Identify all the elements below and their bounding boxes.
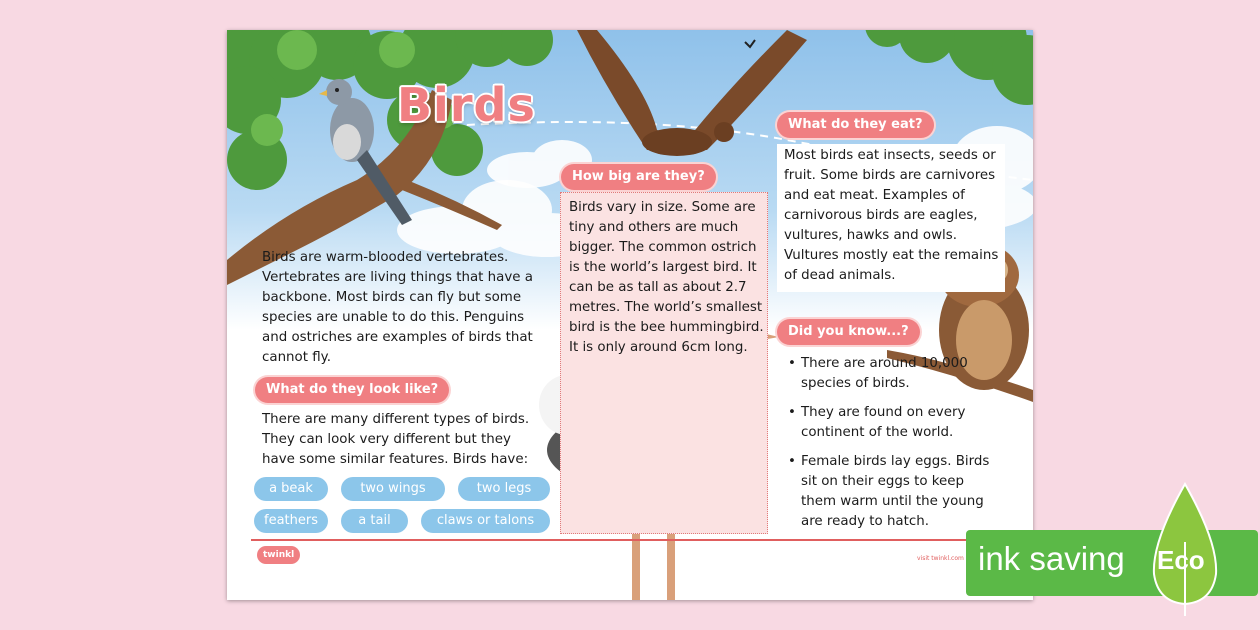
looks-text: There are many different types of birds. They can look very different but they have some similar features. Birds have:	[262, 412, 530, 467]
fact-text: They are found on every continent of the world.	[801, 405, 966, 440]
list-item	[786, 403, 996, 443]
bullet-icon: •	[788, 454, 796, 469]
list-item	[786, 452, 996, 532]
visit-link[interactable]: visit twinkl.com	[917, 555, 964, 562]
fact-text: There are around 10,000 species of birds.	[801, 356, 968, 391]
feature-chip: two wings	[341, 477, 445, 501]
page-title: Birds	[397, 78, 536, 132]
twinkl-logo: twinkl	[257, 546, 300, 564]
intro-text: Birds are warm-blooded vertebrates. Vertebrates are living things that have a backbone. Most birds can fly but some species are unable to do this. Penguins and ostriches are examples of birds that cannot fly.	[262, 250, 533, 365]
size-heading: How big are they?	[561, 164, 716, 190]
facts-list	[786, 354, 996, 541]
fact-sheet	[227, 30, 1033, 600]
feature-chip: claws or talons	[421, 509, 550, 533]
eagle	[577, 30, 807, 156]
feature-chip: a tail	[341, 509, 408, 533]
tree-foliage-right	[865, 30, 1033, 105]
ink-saving-text: ink saving	[978, 540, 1125, 577]
footer-rule	[251, 539, 1033, 541]
fact-text: Female birds lay eggs. Birds sit on their eggs to keep them warm until the young are ready to hatch.	[801, 454, 990, 529]
size-text: Birds vary in size. Some are tiny and others are much bigger. The common ostrich is the world’s largest bird. It can be as tall as about 2.7 metres. The world’s smallest bird is the bee hummingbird. It is only around 6cm long.	[569, 200, 764, 355]
eco-label: Eco	[1157, 545, 1205, 575]
bullet-icon: •	[788, 405, 796, 420]
feature-chip: two legs	[458, 477, 550, 501]
looks-heading: What do they look like?	[255, 377, 449, 403]
bullet-icon: •	[788, 356, 796, 371]
eat-heading: What do they eat?	[777, 112, 934, 138]
facts-heading: Did you know...?	[777, 319, 920, 345]
feature-chip: feathers	[254, 509, 328, 533]
small-bird	[745, 40, 755, 47]
eat-text: Most birds eat insects, seeds or fruit. Some birds are carnivores and eat meat. Examples of carnivorous birds are eagles, vultures, hawks and owls. Vultures mostly eat the remains of dead animals.	[777, 144, 1005, 292]
list-item	[786, 354, 996, 394]
feature-chip: a beak	[254, 477, 328, 501]
